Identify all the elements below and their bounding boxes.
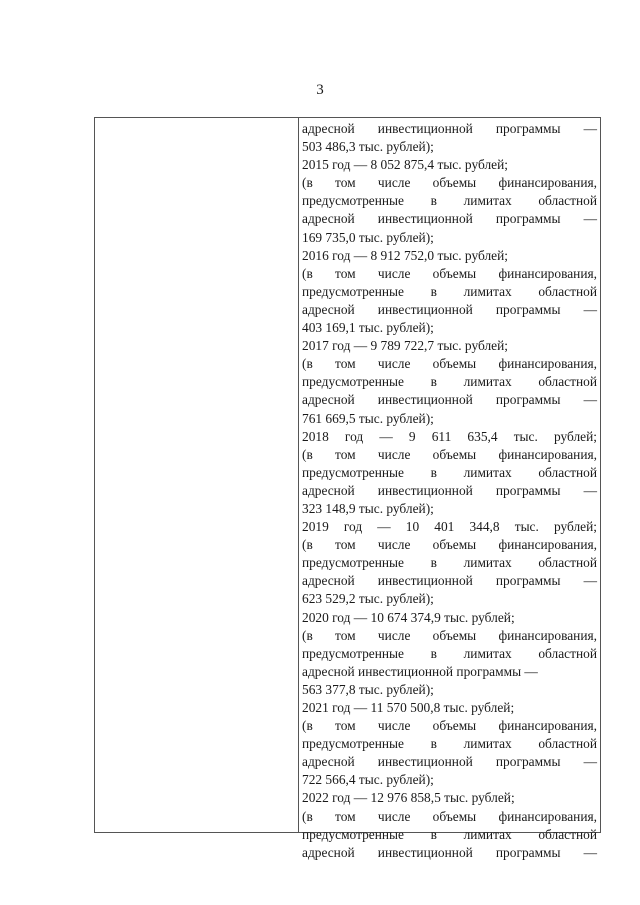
text-line: 623 529,2 тыс. рублей); (302, 591, 434, 607)
text-line: (в том числе объемы финансирования, (302, 265, 597, 281)
text-line: адресной инвестиционной программы — (302, 211, 597, 227)
text-line: предусмотренные в лимитах областной (302, 645, 597, 661)
text-line: 2022 год — 12 976 858,5 тыс. рублей; (302, 790, 515, 806)
text-line: предусмотренные в лимитах областной (302, 555, 597, 571)
text-line: адресной инвестиционной программы — (302, 301, 597, 317)
text-line: (в том числе объемы финансирования, (302, 718, 597, 734)
text-line: 2016 год — 8 912 752,0 тыс. рублей; (302, 247, 508, 263)
text-line: (в том числе объемы финансирования, (302, 356, 597, 372)
text-line: 761 669,5 тыс. рублей); (302, 410, 434, 426)
text-line: адресной инвестиционной программы — (302, 663, 538, 679)
text-line: 2018 год — 9 611 635,4 тыс. рублей; (302, 428, 597, 444)
text-line: 169 735,0 тыс. рублей); (302, 229, 434, 245)
text-line: предусмотренные в лимитах областной (302, 826, 597, 842)
financing-text-cell (302, 120, 597, 862)
text-line: предусмотренные в лимитах областной (302, 374, 597, 390)
margin-mark (12, 490, 14, 550)
text-line: адресной инвестиционной программы — (302, 844, 597, 860)
text-line: 722 566,4 тыс. рублей); (302, 772, 434, 788)
text-line: (в том числе объемы финансирования, (302, 627, 597, 643)
text-line: адресной инвестиционной программы — (302, 392, 597, 408)
page-number: 3 (316, 82, 324, 98)
text-line: (в том числе объемы финансирования, (302, 446, 597, 462)
text-line: 2017 год — 9 789 722,7 тыс. рублей; (302, 338, 508, 354)
text-line: адресной инвестиционной программы — (302, 121, 597, 136)
financing-table (94, 117, 601, 860)
text-line: предусмотренные в лимитах областной (302, 736, 597, 752)
text-line: адресной инвестиционной программы — (302, 754, 597, 770)
text-line: адресной инвестиционной программы — (302, 482, 597, 498)
text-line: (в том числе объемы финансирования, (302, 175, 597, 191)
text-line: (в том числе объемы финансирования, (302, 808, 597, 824)
text-line: 2021 год — 11 570 500,8 тыс. рублей; (302, 700, 515, 715)
text-line: 503 486,3 тыс. рублей); (302, 139, 434, 155)
text-line: 563 377,8 тыс. рублей); (302, 681, 434, 697)
text-line: предусмотренные в лимитах областной (302, 193, 597, 209)
text-line: предусмотренные в лимитах областной (302, 464, 597, 480)
column-divider (298, 118, 299, 832)
text-line: 2019 год — 10 401 344,8 тыс. рублей; (302, 519, 597, 535)
text-line: (в том числе объемы финансирования, (302, 537, 597, 553)
text-line: 403 169,1 тыс. рублей); (302, 320, 434, 336)
text-line: адресной инвестиционной программы — (302, 573, 597, 589)
text-line: 2020 год — 10 674 374,9 тыс. рублей; (302, 609, 515, 625)
text-line: 2015 год — 8 052 875,4 тыс. рублей; (302, 157, 508, 173)
text-line: 323 148,9 тыс. рублей); (302, 500, 434, 516)
text-line: предусмотренные в лимитах областной (302, 283, 597, 299)
